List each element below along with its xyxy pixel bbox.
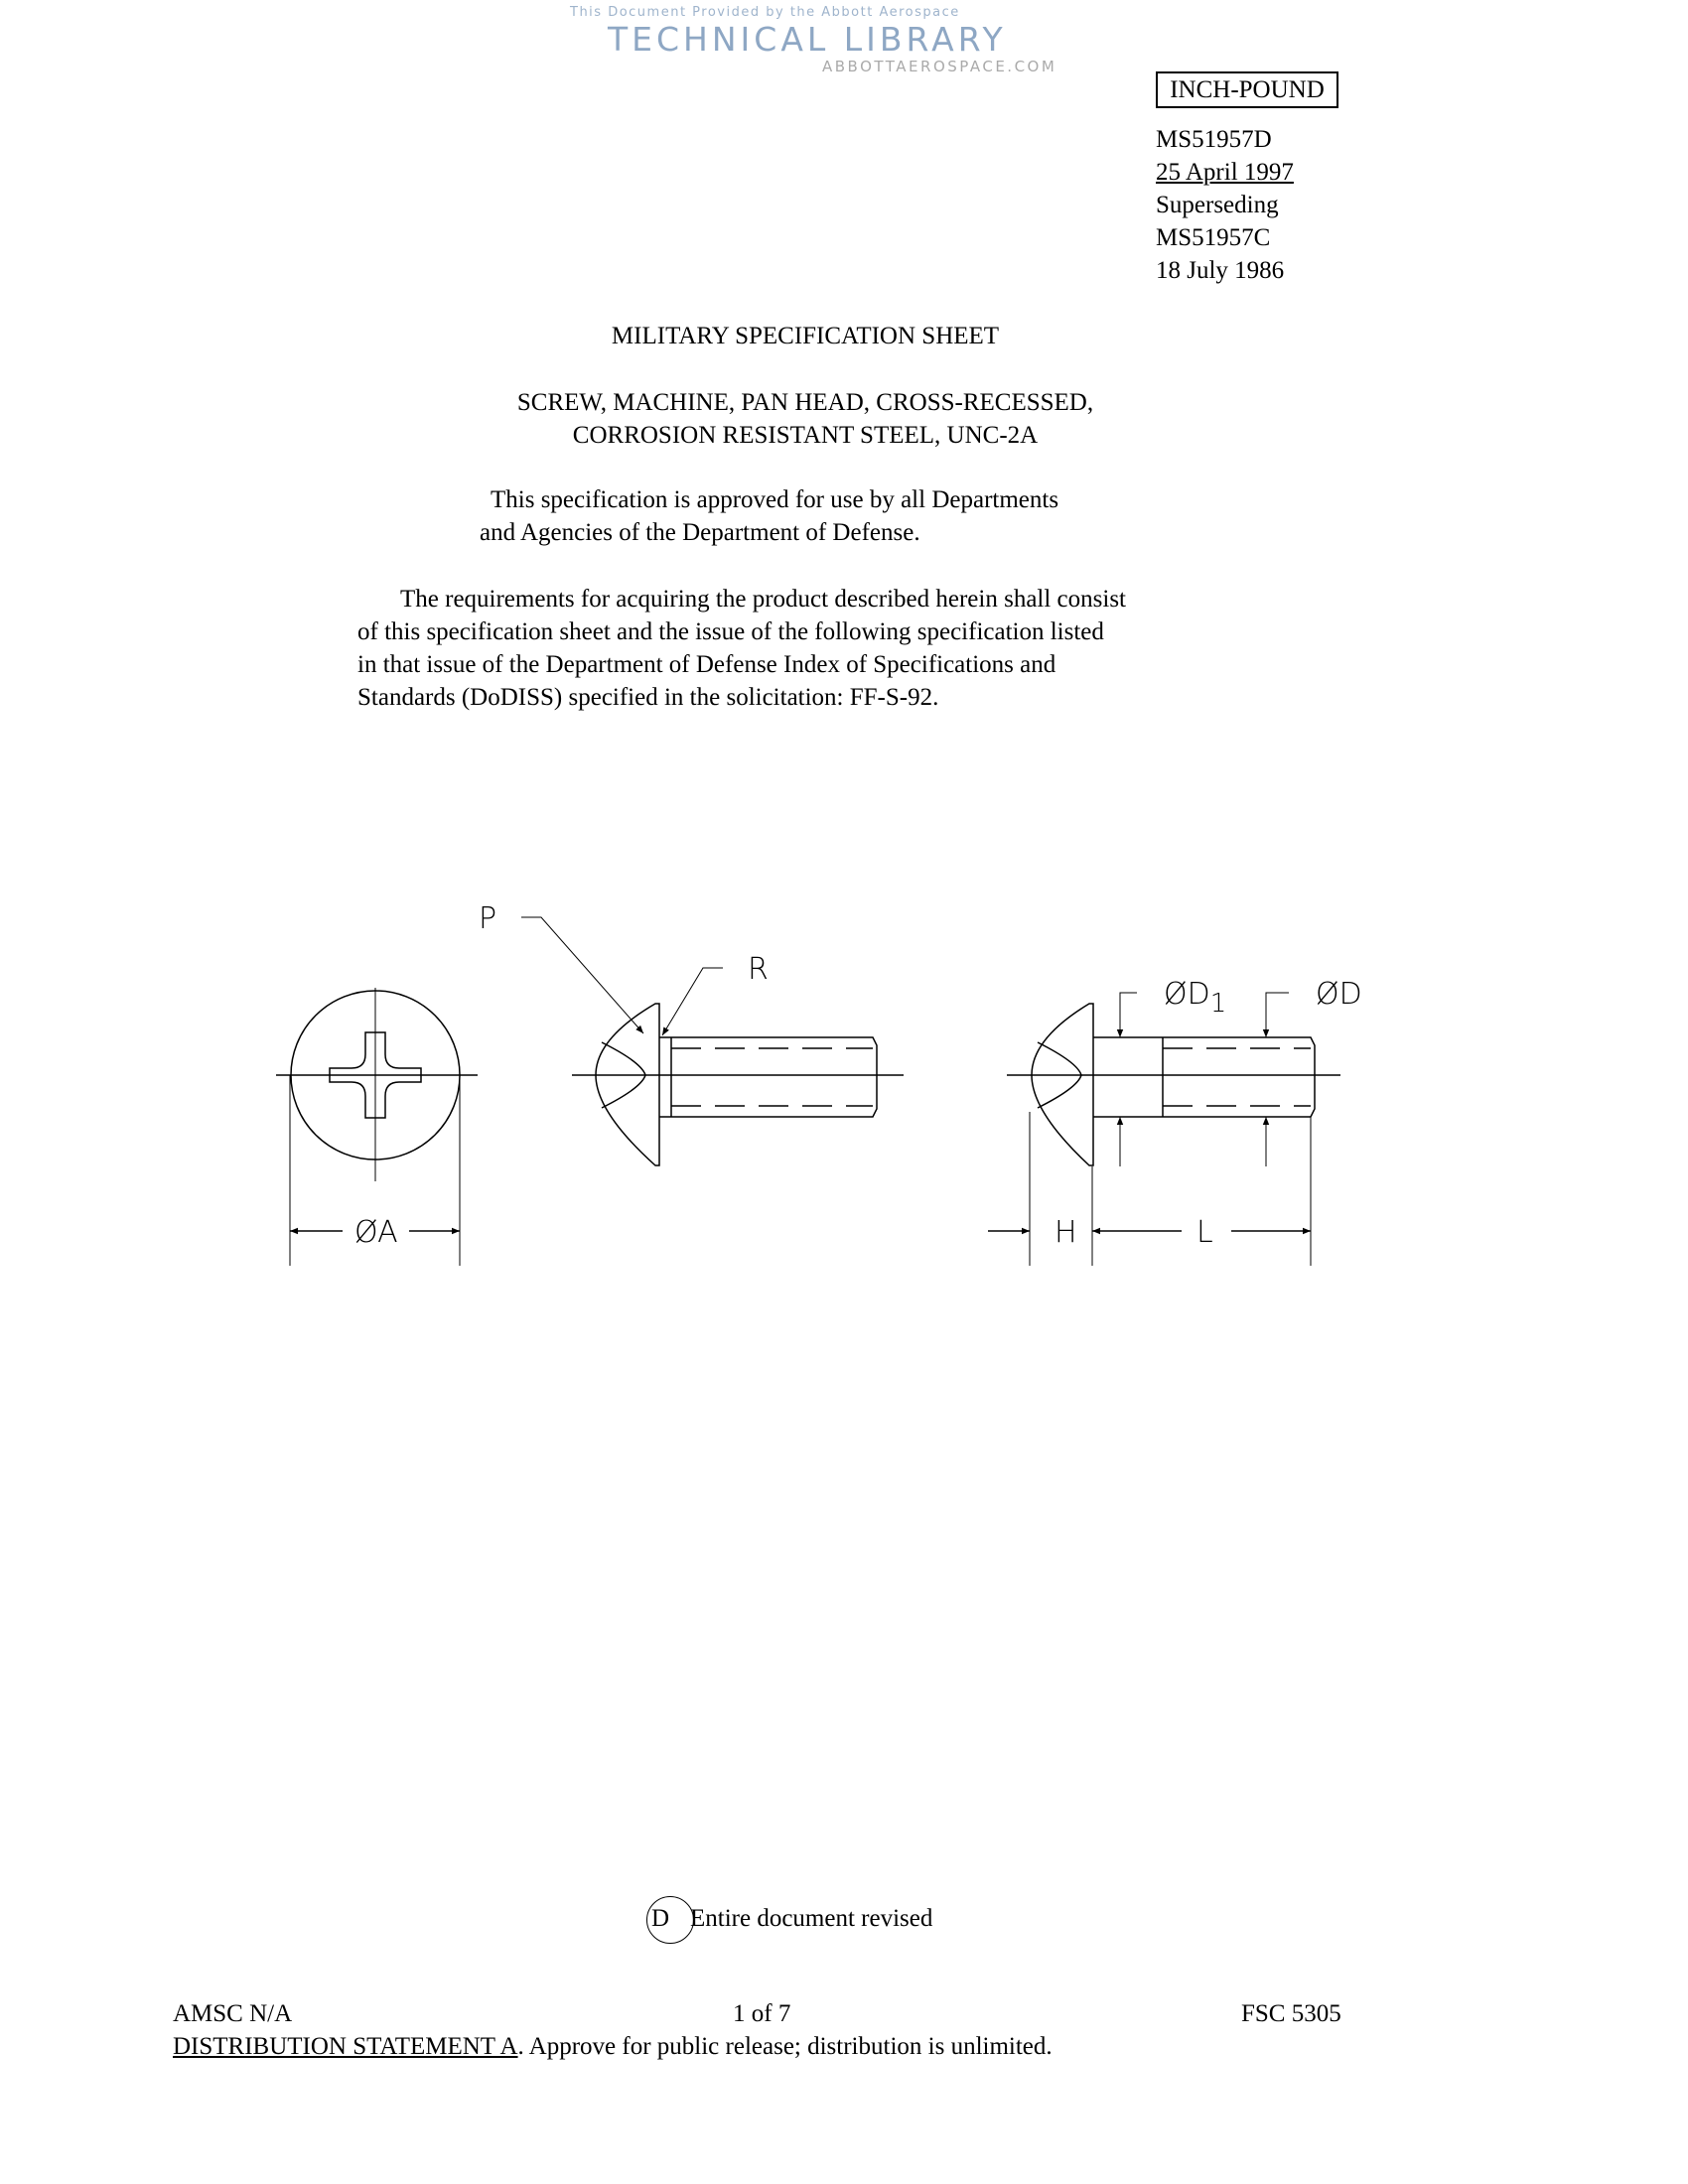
inch-pound-box: INCH-POUND <box>1156 71 1338 108</box>
superseding-label: Superseding <box>1156 192 1279 218</box>
revision-symbol: D <box>651 1905 670 1932</box>
doc-number: MS51957D <box>1156 126 1272 153</box>
distribution-label: DISTRIBUTION STATEMENT A <box>173 2033 518 2060</box>
requirements-line-3: in that issue of the Department of Defense Index of Specifications and <box>357 651 1056 678</box>
requirements-line-2: of this specification sheet and the issue of the following specification listed <box>357 618 1104 645</box>
label-r: R <box>748 952 769 987</box>
label-diameter-d: ØD <box>1316 977 1362 1012</box>
fsc: FSC 5305 <box>1241 2000 1341 2027</box>
dimension-view <box>988 993 1340 1266</box>
approval-line-2: and Agencies of the Department of Defense. <box>480 519 920 546</box>
page-number: 1 of 7 <box>733 2000 791 2027</box>
distribution-text: . Approve for public release; distribution is unlimited. <box>517 2033 1053 2060</box>
watermark-title: TECHNICAL LIBRARY <box>608 20 1007 59</box>
side-view <box>521 917 904 1165</box>
amsc: AMSC N/A <box>173 2000 293 2027</box>
label-l: L <box>1196 1215 1213 1250</box>
label-diameter-d1: ØD1 <box>1164 977 1227 1019</box>
label-p: P <box>479 901 497 936</box>
page-title: MILITARY SPECIFICATION SHEET <box>611 323 1000 349</box>
requirements-line-1: The requirements for acquiring the product described herein shall consist <box>400 586 1127 613</box>
doc-date: 25 April 1997 <box>1156 159 1294 186</box>
label-diameter-a: ØA <box>354 1215 398 1250</box>
watermark-line1: This Document Provided by the Abbott Aerospace <box>570 5 960 20</box>
label-h: H <box>1055 1215 1077 1250</box>
revision-text: Entire document revised <box>690 1905 933 1932</box>
distribution-statement <box>173 2032 1053 2062</box>
watermark-url: ABBOTTAEROSPACE.COM <box>822 58 1057 75</box>
subject-line-2: CORROSION RESISTANT STEEL, UNC-2A <box>572 422 1039 449</box>
superseded-number: MS51957C <box>1156 224 1271 251</box>
superseded-date: 18 July 1986 <box>1156 257 1285 284</box>
requirements-line-4: Standards (DoDISS) specified in the solicitation: FF-S-92. <box>357 684 939 711</box>
approval-line-1: This specification is approved for use by all Departments <box>491 486 1059 513</box>
subject-line-1: SCREW, MACHINE, PAN HEAD, CROSS-RECESSED, <box>516 389 1094 416</box>
